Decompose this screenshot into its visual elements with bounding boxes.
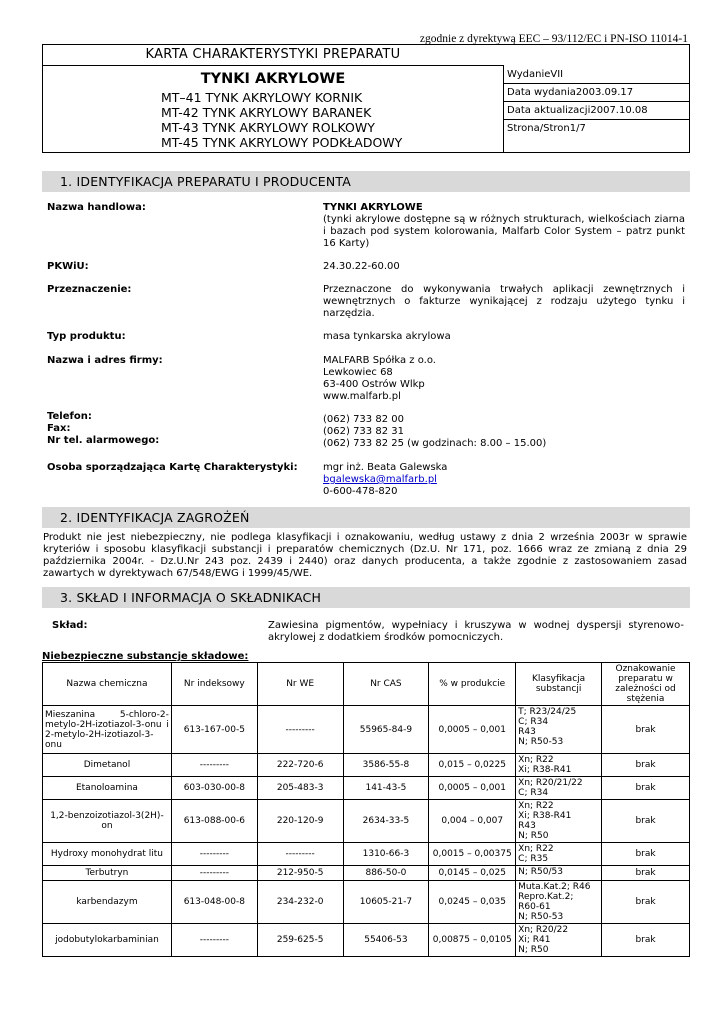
cell-labelling: brak [602, 800, 690, 843]
col-header: Nr indeksowy [171, 663, 257, 706]
cell-name: Mieszanina 5-chloro-2-metylo-2H-izotiazol-3-onu i 2-metylo-2H-izotiazol-3-onu [43, 706, 172, 754]
meta-edition: Wydanie VII [507, 69, 564, 80]
cell-labelling: brak [602, 777, 690, 800]
cell-name: karbendazym [43, 881, 172, 924]
cell-we: 212-950-5 [257, 866, 343, 881]
email-link[interactable]: bgalewska@malfarb.pl [323, 474, 437, 485]
cell-name: 1,2-benzoizotiazol-3(2H)-on [43, 800, 172, 843]
cell-percent: 0,004 – 0,007 [429, 800, 516, 843]
cell-percent: 0,015 – 0,0225 [429, 754, 516, 777]
cell-classification: Xn; R22 Xi; R38-R41 R43 N; R50 [516, 800, 602, 843]
cell-index: --------- [171, 754, 257, 777]
cell-name: Hydroxy monohydrat litu [43, 843, 172, 866]
person-phone: 0-600-478-820 [323, 486, 398, 497]
cell-cas: 2634-33-5 [343, 800, 429, 843]
cell-we: --------- [257, 843, 343, 866]
product-type-label: Typ produktu: [47, 331, 126, 342]
trade-name-label: Nazwa handlowa: [47, 202, 146, 213]
cell-index: --------- [171, 843, 257, 866]
cell-percent: 0,0015 – 0,00375 [429, 843, 516, 866]
hazard-text: Produkt nie jest niebezpieczny, nie podlega klasyfikacji i oznakowaniu, według ustawy z dnia 2 września 2003r w sprawie kryteriów i sposobu klasyfikacji substancji i preparatów chemicznych (Dz.U. Nr 171, poz. 1666 wraz ze zmianą z dnia 29 października 2004r. - Dz.U.Nr 243 poz. 2439 i 2440) oraz danych producenta, a także zgodnie z zastosowaniem zasad zawartych w dyrektywach 67/548/EWG i 1999/45/WE. [43, 532, 687, 579]
cell-labelling: brak [602, 924, 690, 957]
cell-we: 205-483-3 [257, 777, 343, 800]
table-row [43, 800, 690, 843]
cell-index: 613-088-00-6 [171, 800, 257, 843]
contact-values: (062) 733 82 00 (062) 733 82 31 (062) 733 82 25 (w godzinach: 8.00 – 15.00) [323, 414, 547, 449]
cell-labelling: brak [602, 754, 690, 777]
prepared-by-label: Osoba sporządzająca Kartę Charakterystyki: [47, 462, 298, 473]
cell-we: 259-625-5 [257, 924, 343, 957]
col-header: Nazwa chemiczna [43, 663, 172, 706]
cell-percent: 0,0145 – 0,025 [429, 866, 516, 881]
contact-labels: Telefon: Fax: Nr tel. alarmowego: [47, 411, 160, 446]
composition-value: Zawiesina pigmentów, wypełniacy i kruszywa w wodnej dyspersji styrenowo-akrylowej z dodatkiem środków pomocniczych. [268, 620, 684, 643]
cell-we: 234-232-0 [257, 881, 343, 924]
purpose-label: Przeznaczenie: [47, 284, 132, 295]
col-header: Oznakowanie preparatu w zależności od stężenia [602, 663, 690, 706]
col-header: Nr WE [257, 663, 343, 706]
table-row [43, 777, 690, 800]
cell-classification: Muta.Kat.2; R46 Repro.Kat.2; R60-61 N; R50-53 [516, 881, 602, 924]
cell-we: 220-120-9 [257, 800, 343, 843]
section-1-heading: 1. IDENTYFIKACJA PREPARATU I PRODUCENTA [42, 171, 690, 192]
table-header-row [43, 663, 690, 706]
document-meta [503, 45, 689, 152]
col-header: Klasyfikacja substancji [516, 663, 602, 706]
meta-issue-date: Data wydania 2003.09.17 [507, 87, 634, 98]
cell-labelling: brak [602, 706, 690, 754]
cell-cas: 1310-66-3 [343, 843, 429, 866]
product-type-value: masa tynkarska akrylowa [323, 331, 451, 342]
directive-note: zgodnie z dyrektywą EEC – 93/112/EC i PN-ISO 11014-1 [419, 33, 688, 45]
header-box [42, 44, 690, 153]
cell-percent: 0,0005 – 0,001 [429, 706, 516, 754]
product-line: MT-45 TYNK AKRYLOWY PODKŁADOWY [161, 135, 403, 150]
meta-page: Strona/Stron 1/7 [507, 123, 586, 134]
composition-label: Skład: [52, 620, 88, 631]
document-title: KARTA CHARAKTERYSTYKI PREPARATU [43, 45, 503, 66]
cell-we: --------- [257, 706, 343, 754]
cell-cas: 55965-84-9 [343, 706, 429, 754]
purpose-value: Przeznaczone do wykonywania trwałych aplikacji zewnętrznych i wewnętrznych o fakturze wynikającej z rodzaju użytego tynku i narzędzia. [323, 284, 685, 319]
product-name: TYNKI AKRYLOWE [200, 71, 346, 87]
cell-cas: 55406-53 [343, 924, 429, 957]
prepared-by-value [323, 462, 685, 498]
section-3-heading: 3. SKŁAD I INFORMACJA O SKŁADNIKACH [42, 587, 690, 608]
cell-cas: 141-43-5 [343, 777, 429, 800]
cell-name: jodobutylokarbaminian [43, 924, 172, 957]
cell-cas: 10605-21-7 [343, 881, 429, 924]
pkwiu-label: PKWiU: [47, 261, 89, 272]
table-title: Niebezpieczne substancje składowe: [42, 651, 249, 662]
cell-classification: Xn; R20/21/22 C; R34 [516, 777, 602, 800]
table-row [43, 866, 690, 881]
cell-index: 603-030-00-8 [171, 777, 257, 800]
meta-update-date: Data aktualizacji 2007.10.08 [507, 105, 648, 116]
col-header: Nr CAS [343, 663, 429, 706]
cell-percent: 0,0005 – 0,001 [429, 777, 516, 800]
cell-labelling: brak [602, 881, 690, 924]
person-name: mgr inż. Beata Galewska [323, 462, 448, 473]
cell-classification: Xn; R22 Xi; R38-R41 [516, 754, 602, 777]
product-line: MT-42 TYNK AKRYLOWY BARANEK [161, 105, 372, 120]
table-row [43, 924, 690, 957]
cell-name: Etanoloamina [43, 777, 172, 800]
pkwiu-value: 24.30.22-60.00 [323, 261, 400, 272]
cell-classification: Xn; R20/22 Xi; R41 N; R50 [516, 924, 602, 957]
product-line: MT-43 TYNK AKRYLOWY ROLKOWY [161, 120, 375, 135]
table-row [43, 843, 690, 866]
cell-percent: 0,0245 – 0,035 [429, 881, 516, 924]
product-block [43, 65, 504, 152]
product-line: MT–41 TYNK AKRYLOWY KORNIK [161, 90, 363, 105]
cell-labelling: brak [602, 866, 690, 881]
cell-classification: N; R50/53 [516, 866, 602, 881]
cell-labelling: brak [602, 843, 690, 866]
trade-name-value: TYNKI AKRYLOWE (tynki akrylowe dostępne są w różnych strukturach, wielkościach ziarna i bazach pod system kolorowania, Malfarb Color System – patrz punkt 16 Karty) [323, 202, 685, 249]
cell-cas: 886-50-0 [343, 866, 429, 881]
cell-name: Terbutryn [43, 866, 172, 881]
substances-table [42, 662, 690, 957]
section-2-heading: 2. IDENTYFIKACJA ZAGROŻEŃ [42, 507, 690, 528]
table-row [43, 754, 690, 777]
col-header: % w produkcie [429, 663, 516, 706]
company-label: Nazwa i adres firmy: [47, 355, 163, 366]
cell-index: 613-048-00-8 [171, 881, 257, 924]
cell-classification: T; R23/24/25 C; R34 R43 N; R50-53 [516, 706, 602, 754]
table-row [43, 881, 690, 924]
cell-index: --------- [171, 866, 257, 881]
cell-we: 222-720-6 [257, 754, 343, 777]
cell-percent: 0,00875 – 0,0105 [429, 924, 516, 957]
table-row [43, 706, 690, 754]
cell-cas: 3586-55-8 [343, 754, 429, 777]
cell-classification: Xn; R22 C; R35 [516, 843, 602, 866]
cell-name: Dimetanol [43, 754, 172, 777]
cell-index: 613-167-00-5 [171, 706, 257, 754]
cell-index: --------- [171, 924, 257, 957]
company-address: MALFARB Spółka z o.o. Lewkowiec 68 63-400 Ostrów Wlkp www.malfarb.pl [323, 355, 436, 402]
